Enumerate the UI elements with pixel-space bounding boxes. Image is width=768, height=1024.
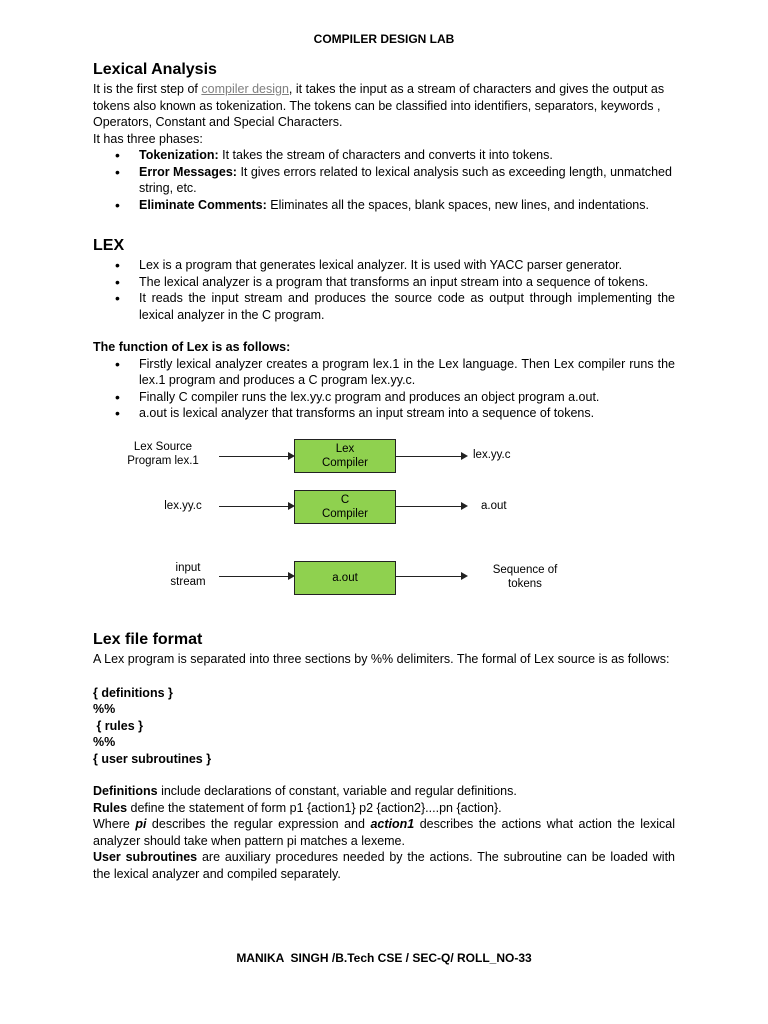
rules-term: Rules bbox=[93, 800, 128, 815]
lexical-intro bbox=[93, 81, 675, 131]
c-compiler-box bbox=[294, 490, 396, 524]
function-bullet: • Firstly lexical analyzer creates a program lex.1 in the Lex language. Then Lex compiler runs the lex.1 program and produces a C program lex.yy.c. bbox=[93, 356, 675, 389]
diagram-arrow bbox=[219, 456, 293, 457]
definitions-text: include declarations of constant, variable and regular definitions. bbox=[157, 784, 517, 798]
phase-term: Eliminate Comments: bbox=[139, 197, 267, 212]
phase-term: Tokenization: bbox=[139, 148, 219, 162]
lex-file-format-section bbox=[93, 630, 675, 882]
output-label-line: Sequence of bbox=[492, 564, 558, 576]
function-heading-wrap bbox=[93, 339, 675, 356]
phase-text: Eliminates all the spaces, blank spaces, new lines, and indentations. bbox=[266, 197, 649, 212]
definitions-paragraph bbox=[93, 783, 675, 800]
input-label-line: Lex Source bbox=[133, 441, 193, 453]
input-label-line: Program lex.1 bbox=[127, 455, 199, 467]
lexical-analysis-section bbox=[93, 60, 675, 213]
lex-heading: LEX bbox=[93, 237, 125, 254]
lex-bullet-list bbox=[93, 257, 675, 323]
lex-bullet: • Lex is a program that generates lexical analyzer. It is used with YACC parser generator. bbox=[93, 257, 675, 274]
where-pre: Where bbox=[93, 817, 136, 831]
diagram-arrow bbox=[396, 576, 466, 577]
output-label-line: tokens bbox=[508, 578, 542, 590]
subroutines-paragraph bbox=[93, 849, 675, 882]
phase-text: It takes the stream of characters and converts it into tokens. bbox=[218, 148, 553, 162]
diagram-arrow bbox=[219, 506, 293, 507]
input-label-line: stream bbox=[170, 576, 206, 588]
function-bullet: • a.out is lexical analyzer that transforms an input stream into a sequence of tokens. bbox=[93, 405, 675, 422]
diagram-arrow bbox=[219, 576, 293, 577]
subroutines-term: User subroutines bbox=[93, 850, 198, 864]
rules-text: define the statement of form p1 {action1} p2 {action2}....pn {action}. bbox=[127, 800, 502, 815]
function-bullet-list bbox=[93, 356, 675, 422]
subroutines-text: are auxiliary procedures needed by the actions. The subroutine can be loaded with the lexical analyzer and compiled separately. bbox=[93, 850, 675, 881]
page-footer: MANIKA SINGH /B.Tech CSE / SEC-Q/ ROLL_NO-33 bbox=[236, 951, 532, 965]
phase-item bbox=[93, 164, 675, 197]
input-label-line: input bbox=[175, 562, 201, 574]
lex-bullet: • It reads the input stream and produces the source code as output through implementing the lexical analyzer in the C program. bbox=[93, 290, 675, 323]
box-label-line: Compiler bbox=[321, 457, 368, 469]
box-label-line: a.out bbox=[332, 572, 358, 584]
where-pi: pi bbox=[135, 817, 147, 831]
diagram-arrow bbox=[396, 506, 466, 507]
where-post: describes the actions what action the lexical analyzer should take when pattern pi matches a lexeme. bbox=[93, 817, 675, 848]
box-label-line: C bbox=[340, 494, 350, 506]
phase-text: It gives errors related to lexical analysis such as exceeding length, unmatched string, etc. bbox=[139, 164, 672, 195]
format-code-block bbox=[93, 685, 675, 768]
diagram-output-label bbox=[481, 499, 541, 513]
code-line: %% bbox=[93, 702, 116, 716]
diagram-arrow bbox=[396, 456, 466, 457]
lex-compiler-box bbox=[294, 439, 396, 473]
where-mid: describes the regular expression and bbox=[146, 817, 371, 831]
lex-bullet: • The lexical analyzer is a program that transforms an input stream into a sequence of tokens. bbox=[93, 274, 675, 291]
compiler-design-link[interactable]: compiler design bbox=[201, 82, 289, 96]
input-label-line: lex.yy.c bbox=[164, 500, 202, 512]
diagram-input-label bbox=[113, 440, 213, 468]
lexical-analysis-heading: Lexical Analysis bbox=[93, 61, 217, 78]
phase-item bbox=[93, 147, 675, 164]
format-intro: A Lex program is separated into three sections by %% delimiters. The formal of Lex source is as follows: bbox=[93, 652, 670, 666]
box-label-line: Compiler bbox=[321, 508, 368, 520]
where-paragraph bbox=[93, 816, 675, 849]
lex-file-format-heading: Lex file format bbox=[93, 631, 203, 648]
code-line: { user subroutines } bbox=[93, 751, 212, 766]
phases-list bbox=[93, 147, 675, 213]
output-label-line: a.out bbox=[481, 500, 507, 512]
intro-text-post: , it takes the input as a stream of characters and gives the output as tokens also known as tokenization. The tokens can be classified into identifiers, separators, keywords , Operators, Constant and Special Characters. bbox=[93, 82, 665, 129]
code-line: { definitions } bbox=[93, 685, 173, 700]
diagram-input-label bbox=[163, 561, 213, 589]
rules-paragraph bbox=[93, 800, 675, 817]
code-line: %% bbox=[93, 735, 116, 749]
diagram-input-label bbox=[153, 499, 213, 513]
definitions-term: Definitions bbox=[93, 784, 158, 798]
box-label-line: Lex bbox=[335, 443, 355, 455]
diagram-output-label bbox=[473, 448, 533, 462]
output-label-line: lex.yy.c bbox=[473, 449, 511, 461]
aout-box bbox=[294, 561, 396, 595]
where-action: action1 bbox=[370, 817, 415, 831]
format-description bbox=[93, 783, 675, 882]
lex-flow-diagram bbox=[93, 432, 675, 602]
lex-section bbox=[93, 236, 675, 422]
function-heading: The function of Lex is as follows: bbox=[93, 340, 291, 354]
diagram-output-label bbox=[478, 563, 572, 591]
phases-intro: It has three phases: bbox=[93, 131, 203, 146]
intro-text-pre: It is the first step of bbox=[93, 82, 202, 96]
phase-item bbox=[93, 197, 675, 214]
page-header: COMPILER DESIGN LAB bbox=[313, 32, 455, 46]
phase-term: Error Messages: bbox=[139, 164, 237, 179]
code-line: { rules } bbox=[93, 718, 144, 733]
function-bullet: • Finally C compiler runs the lex.yy.c program and produces an object program a.out. bbox=[93, 389, 675, 406]
